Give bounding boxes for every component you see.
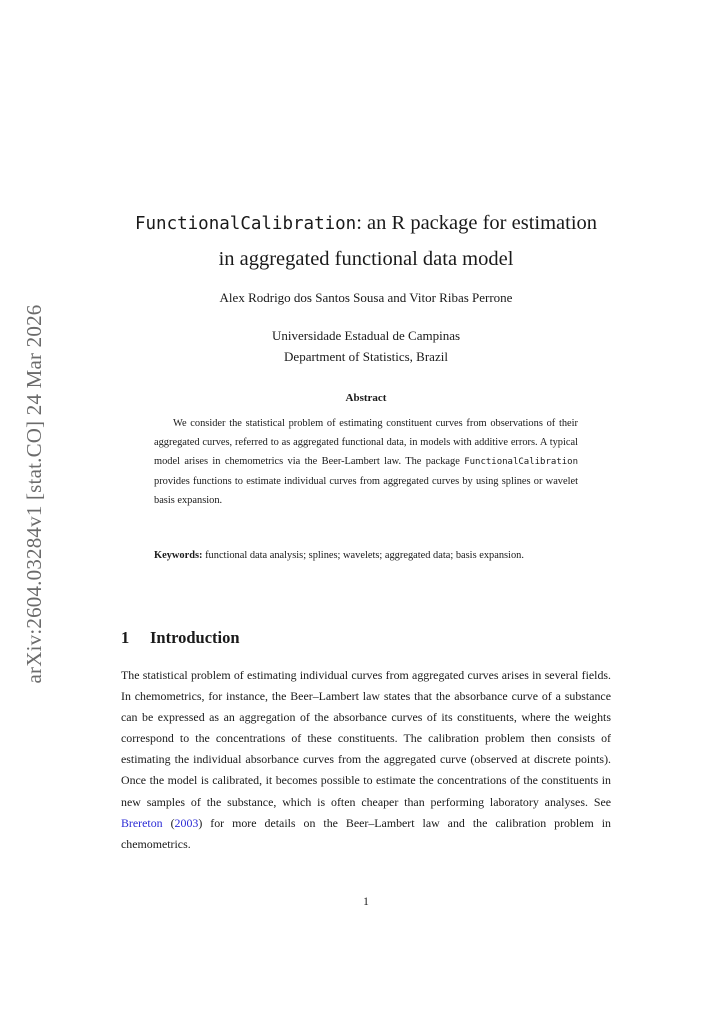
page-number: 1 xyxy=(363,896,369,908)
affiliation xyxy=(100,325,632,367)
affiliation-line-1: Universidade Estadual de Campinas xyxy=(271,328,461,343)
abstract-body xyxy=(154,414,578,510)
citation-close-paren: ) xyxy=(198,815,203,830)
abstract-text-after: provides functions to estimate individual curves from aggregated curves by using splines or wavelet basis expansion. xyxy=(154,476,578,506)
abstract-paragraph xyxy=(154,414,578,510)
keywords-label: Keywords: xyxy=(154,550,203,561)
abstract-heading: Abstract xyxy=(345,392,387,404)
arxiv-identifier: arXiv:2604.03284v1 [stat.CO] 24 Mar 2026 xyxy=(22,304,46,684)
title-package-name: FunctionalCalibration xyxy=(134,214,357,234)
intro-text-after: for more details on the Beer–Lambert law and the calibration problem in chemometrics. xyxy=(121,815,611,851)
citation-author-link[interactable]: Brereton xyxy=(121,815,163,830)
title-line-1-rest: : an R package for estimation xyxy=(356,212,598,234)
citation-year-link[interactable]: 2003 xyxy=(174,815,199,830)
keywords-text: functional data analysis; splines; wavelets; aggregated data; basis expansion. xyxy=(205,550,524,561)
abstract-package-name: FunctionalCalibration xyxy=(464,457,578,467)
introduction-paragraph xyxy=(121,665,611,855)
citation-open-paren: ( xyxy=(162,815,175,830)
title-line-1 xyxy=(100,206,632,242)
introduction-body xyxy=(121,665,611,855)
title-line-2: in aggregated functional data model xyxy=(218,248,514,270)
paper-title xyxy=(100,206,632,277)
section-heading xyxy=(121,628,240,648)
intro-text-before: The statistical problem of estimating individual curves from aggregated curves arises in several fields. In chemometrics, for instance, the Beer–Lambert law states that the absorbance curve of a substance can be expressed as an aggregation of the absorbance curves of its constituents, where the weights correspond to the concentrations of these constituents. The calibration problem then consists of estimating the individual absorbance curves from the aggregated curve (observed at discrete points). Once the model is calibrated, it becomes possible to estimate the concentrations of the constituents in new samples of the substance, which is often cheaper than performing laboratory analyses. See xyxy=(121,668,611,809)
abstract-text-before: We consider the statistical problem of estimating constituent curves from observations of their aggregated curves, referred to as aggregated functional data, in models with additive errors. A typical model arises in chemometrics via the Beer-Lambert law. The package xyxy=(154,418,578,467)
authors: Alex Rodrigo dos Santos Sousa and Vitor Ribas Perrone xyxy=(219,290,513,305)
affiliation-line-2: Department of Statistics, Brazil xyxy=(284,349,448,364)
keywords xyxy=(154,546,578,565)
section-title: Introduction xyxy=(150,628,240,647)
section-number: 1 xyxy=(121,628,130,647)
